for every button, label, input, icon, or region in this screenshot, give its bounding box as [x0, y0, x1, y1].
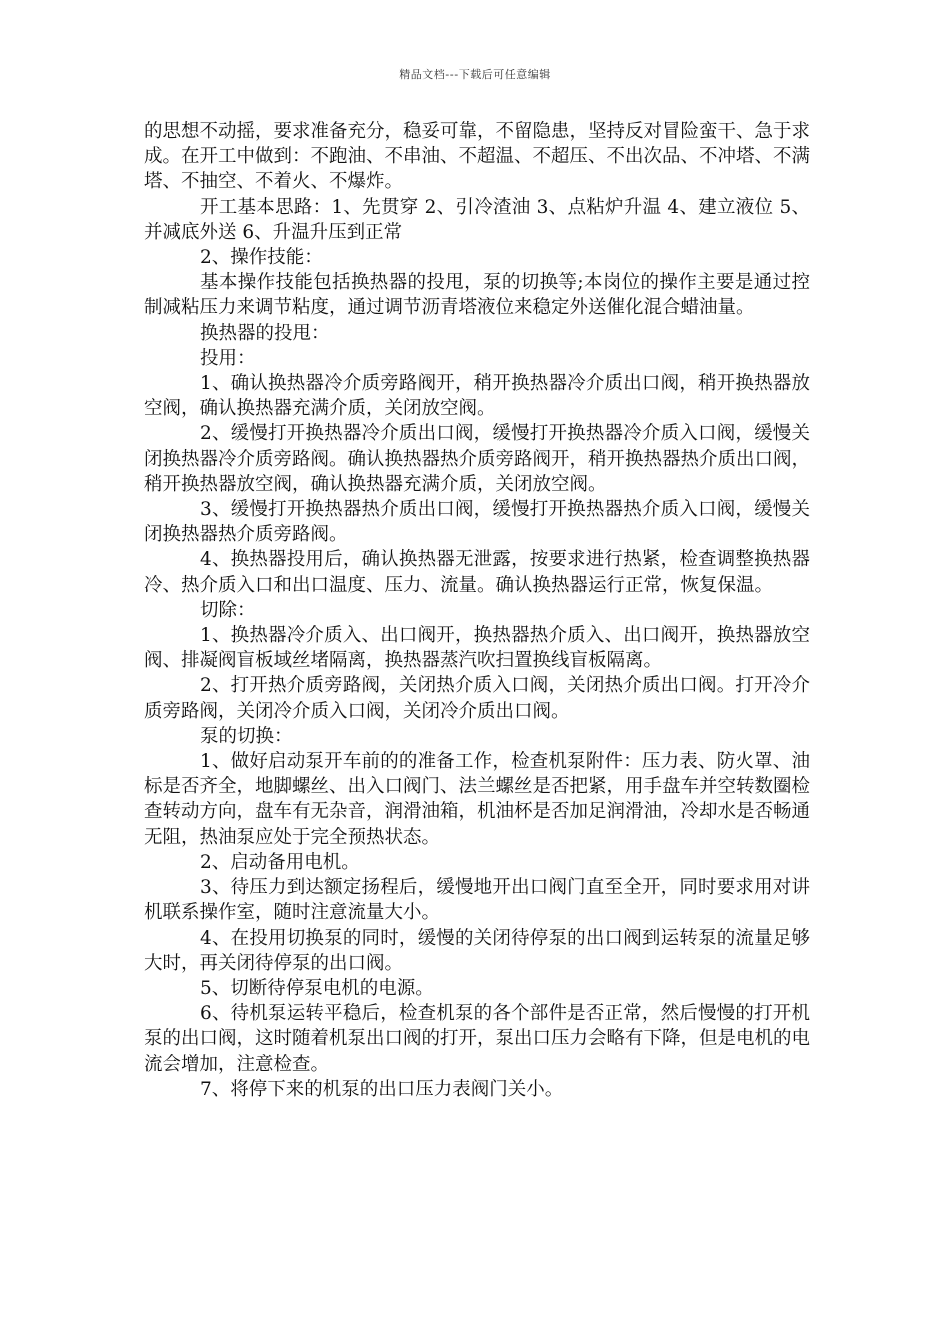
document-body — [144, 119, 810, 1102]
section-heading-pump-switch: 泵的切换： — [200, 725, 293, 747]
list-item-pump-2: 2、启动备用电机。 — [200, 851, 360, 873]
page-header: 精品文档---下载后可任意编辑 — [399, 68, 551, 81]
list-item-pump-4: 4、在投用切换泵的同时，缓慢的关闭待停泵的出口阀到运转泵的流量足够大时，再关闭待停泵的出口阀。 — [144, 927, 810, 974]
paragraph-operation-skills: 基本操作技能包括换热器的投甩，泵的切换等;本岗位的操作主要是通过控制减粘压力来调节粘度，通过调节沥青塔液位来稳定外送催化混合蜡油量。 — [144, 272, 810, 319]
section-heading-operation-skills: 2、操作技能： — [200, 247, 323, 269]
list-item-commissioning-2: 2、缓慢打开换热器冷介质出口阀，缓慢打开换热器冷介质入口阀，缓慢关闭换热器冷介质旁路阀。确认换热器热介质旁路阀开，稍开换热器热介质出口阀，稍开换热器放空阀，确认换热器充满介质，关闭放空阀。 — [144, 423, 811, 495]
section-heading-heat-exchanger: 换热器的投甩： — [200, 322, 330, 344]
subheading-commissioning: 投用： — [200, 347, 256, 369]
list-item-isolation-1: 1、换热器冷介质入、出口阀开，换热器热介质入、出口阀开，换热器放空阀、排凝阀盲板域丝堵隔离，换热器蒸汽吹扫置换线盲板隔离。 — [144, 625, 810, 672]
list-item-commissioning-3: 3、缓慢打开换热器热介质出口阀，缓慢打开换热器热介质入口阀，缓慢关闭换热器热介质旁路阀。 — [144, 499, 810, 546]
list-item-isolation-2: 2、打开热介质旁路阀，关闭热介质入口阀，关闭热介质出口阀。打开冷介质旁路阀，关闭冷介质入口阀，关闭冷介质出口阀。 — [144, 675, 810, 722]
list-item-pump-5: 5、切断待停泵电机的电源。 — [200, 977, 434, 999]
paragraph-safety-principles: 的思想不动摇，要求准备充分，稳妥可靠，不留隐患，坚持反对冒险蛮干、急于求成。在开工中做到：不跑油、不串油、不超温、不超压、不出次品、不冲塔、不满塔、不抽空、不着火、不爆炸。 — [144, 121, 811, 193]
paragraph-startup-steps: 开工基本思路：1、先贯穿 2、引冷渣油 3、点粘炉升温 4、建立液位 5、并减底外送 6、升温升压到正常 — [144, 196, 810, 243]
list-item-pump-6: 6、待机泵运转平稳后，检查机泵的各个部件是否正常，然后慢慢的打开机泵的出口阀，这时随着机泵出口阀的打开，泵出口压力会略有下降，但是电机的电流会增加，注意检查。 — [144, 1003, 811, 1075]
list-item-pump-3: 3、待压力到达额定扬程后，缓慢地开出口阀门直至全开，同时要求用对讲机联系操作室，随时注意流量大小。 — [144, 877, 810, 924]
subheading-isolation: 切除： — [200, 599, 256, 621]
list-item-commissioning-1: 1、确认换热器冷介质旁路阀开，稍开换热器冷介质出口阀，稍开换热器放空阀，确认换热器充满介质，关闭放空阀。 — [144, 373, 810, 420]
list-item-pump-1: 1、做好启动泵开车前的的准备工作，检查机泵附件：压力表、防火罩、油标是否齐全，地脚螺丝、出入口阀门、法兰螺丝是否把紧，用手盘车并空转数圈检查转动方向，盘车有无杂音，润滑油箱，机油杯是否加足润滑油，冷却水是否畅通无阻，热油泵应处于完全预热状态。 — [144, 751, 811, 848]
list-item-commissioning-4: 4、换热器投用后，确认换热器无泄露，按要求进行热紧，检查调整换热器冷、热介质入口和出口温度、压力、流量。确认换热器运行正常，恢复保温。 — [144, 549, 810, 596]
list-item-pump-7: 7、将停下来的机泵的出口压力表阀门关小。 — [200, 1078, 564, 1100]
